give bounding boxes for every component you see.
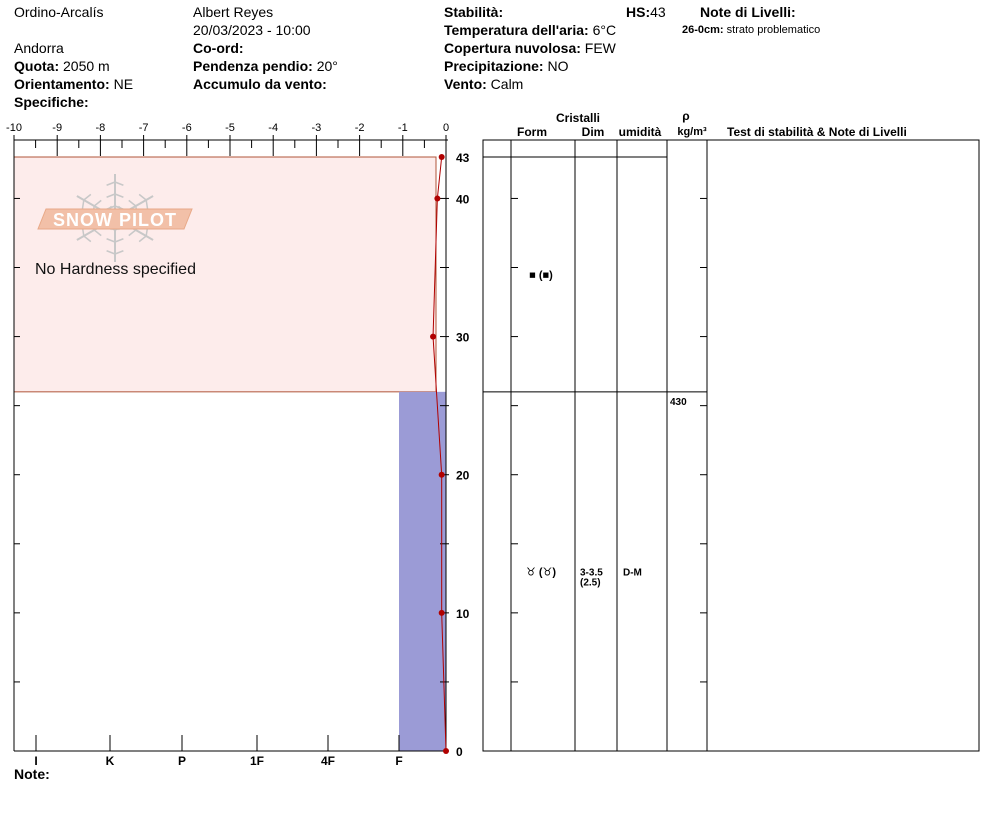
temperature-point-1 — [434, 195, 440, 201]
hardness-tick-label-2: P — [177, 754, 187, 768]
coord-label: Co-ord: — [193, 40, 244, 56]
hardness-tick-label-0: I — [34, 754, 38, 768]
temperature-point-2 — [430, 334, 436, 340]
hs-label: HS: — [626, 4, 651, 20]
temp-tick-label-6: -4 — [268, 122, 279, 134]
temperature-point-3 — [439, 472, 445, 478]
temp-tick-label-7: -3 — [311, 122, 322, 134]
layer-dim2-1: (2.5) — [580, 577, 601, 589]
header-dim: Dim — [581, 125, 605, 139]
precip-value: NO — [547, 58, 569, 74]
location: Ordino-Arcalís — [14, 4, 104, 20]
temp-tick-label-4: -6 — [181, 122, 192, 134]
layer-wetness-1: D-M — [623, 567, 642, 579]
quota-value: 2050 m — [63, 58, 110, 74]
country: Andorra — [14, 40, 64, 56]
temp-tick-label-2: -8 — [95, 122, 106, 134]
hardness-tick-label-5: F — [395, 754, 403, 768]
header-kgm3: kg/m³ — [677, 126, 707, 138]
wind-value: Calm — [490, 76, 524, 92]
observer: Albert Reyes — [193, 4, 274, 20]
no-hardness-label: No Hardness specified — [35, 261, 196, 278]
height-tick-label-3: 30 — [456, 330, 470, 345]
wind-label: Vento: — [444, 76, 487, 92]
datetime: 20/03/2023 - 10:00 — [193, 22, 311, 38]
cloud-label: Copertura nuvolosa: — [444, 40, 581, 56]
wind-load-label: Accumulo da vento: — [193, 76, 327, 92]
layer-density-1: 430 — [670, 396, 687, 408]
quota-label: Quota: — [14, 58, 60, 74]
cloud-value: FEW — [584, 40, 616, 56]
temp-tick-label-0: -10 — [6, 122, 22, 134]
air-temp-label: Temperatura dell'aria: — [444, 22, 589, 38]
precip-label: Precipitazione: — [444, 58, 544, 74]
header-rho: ρ — [682, 109, 690, 123]
layer-table-frame — [483, 140, 979, 751]
hardness-bar-1 — [399, 392, 446, 751]
hardness-tick-label-3: 1F — [249, 754, 265, 768]
height-tick-label-0: 0 — [456, 745, 463, 759]
height-tick-label-4: 40 — [456, 192, 470, 207]
header-umidita: umidità — [618, 125, 662, 139]
temp-tick-label-5: -5 — [225, 122, 235, 134]
slope-value: 20° — [316, 58, 338, 74]
temp-tick-label-9: -1 — [397, 122, 408, 134]
hardness-temperature-panel — [6, 122, 470, 768]
layer-table-panel — [483, 109, 979, 751]
spec-label: Specifiche: — [14, 94, 89, 110]
temp-tick-label-3: -7 — [138, 122, 149, 134]
layer-note-depth: 26-0cm: — [682, 24, 724, 36]
logo-text: SNOW PILOT — [53, 210, 177, 230]
temperature-point-0 — [439, 154, 445, 160]
footer-note-label: Note: — [14, 766, 50, 782]
height-tick-label-2: 20 — [456, 468, 470, 483]
layer-form-1: ♉ (♉) — [525, 566, 557, 579]
hardness-tick-label-1: K — [105, 754, 115, 768]
temp-tick-label-8: -2 — [354, 122, 365, 134]
temp-tick-label-10: 0 — [442, 122, 450, 134]
orient-label: Orientamento: — [14, 76, 110, 92]
header-form: Form — [517, 125, 547, 139]
layer-notes-title: Note di Livelli: — [700, 4, 796, 20]
layer-form-0: ■ (■) — [529, 269, 553, 282]
temperature-point-5 — [443, 748, 449, 754]
header-cristalli: Cristalli — [555, 111, 601, 125]
air-temp-value: 6°C — [592, 22, 617, 38]
stability-label: Stabilità: — [444, 4, 504, 20]
layer-note-text: strato problematico — [726, 24, 821, 36]
height-tick-label-1: 10 — [456, 606, 470, 621]
height-tick-label-5: 43 — [456, 151, 470, 165]
slope-label: Pendenza pendio: — [193, 58, 313, 74]
layer-dim-1: 3-3.5 — [580, 567, 603, 579]
hs-value: 43 — [650, 4, 666, 20]
temp-tick-label-1: -9 — [52, 122, 63, 134]
header-test: Test di stabilità & Note di Livelli — [727, 125, 907, 139]
temperature-point-4 — [439, 610, 445, 616]
orient-value: NE — [113, 76, 134, 92]
hardness-tick-label-4: 4F — [320, 754, 336, 768]
